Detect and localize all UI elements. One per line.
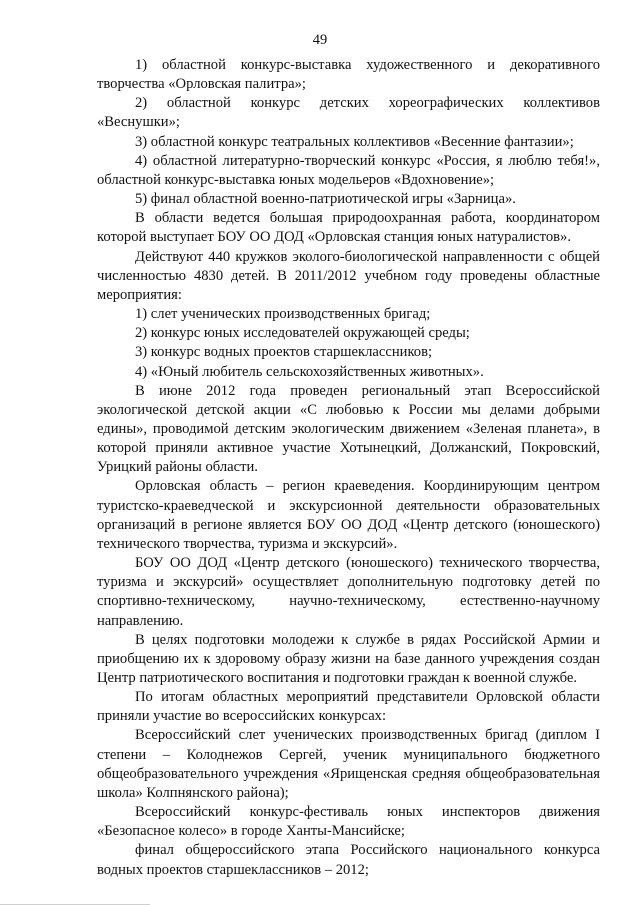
paragraph-list-item: 4) областной литературно-творческий конкурс «Россия, я люблю тебя!», областной конкурс-выставка юных модельеров «Вдохновение»; <box>97 152 600 188</box>
paragraph: Всероссийский слет ученических производственных бригад (диплом I степени – Колоднежов Сергей, ученик муниципального бюджетного общеобразовательного учреждения «Ярищенская средняя общеобразовательная школа» Колпнянского района); <box>97 727 600 801</box>
paragraph: Орловская область – регион краеведения. Координирующим центром туристско-краеведческой и экскурсионной деятельности образовательных организаций в регионе является БОУ ОО ДОД «Центр детского (юношеского) технического творчества, туризма и экскурсий». <box>97 478 600 552</box>
page-number: 49 <box>312 32 328 48</box>
paragraph: В области ведется большая природоохранная работа, координатором которой выступает БОУ ОО ДОД «Орловская станция юных натуралистов». <box>97 210 600 246</box>
paragraph-list-item: 1) слет ученических производственных бригад; <box>135 306 431 323</box>
body-text <box>97 56 600 880</box>
paragraph: В целях подготовки молодежи к службе в рядах Российской Армии и приобщению их к здоровому образу жизни на базе данного учреждения создан Центр патриотического воспитания и подготовки граждан к военной службе. <box>97 631 600 686</box>
paragraph-list-item: 3) областной конкурс театральных коллективов «Весенние фантазии»; <box>135 133 574 150</box>
paragraph-list-item: 5) финал областной военно-патриотической игры «Зарница». <box>135 191 516 208</box>
paragraph-list-item: 2) конкурс юных исследователей окружающей среды; <box>135 325 470 342</box>
paragraph: Всероссийский конкурс-фестиваль юных инспекторов движения «Безопасное колесо» в городе Ханты-Мансийске; <box>97 804 600 840</box>
paragraph: В июне 2012 года проведен региональный этап Всероссийской экологической детской акции «С любовью к России мы делами добрыми едины», проводимой детским экологическим движением «Зеленая планета», в которой приняли активное участие Хотынецкий, Должанский, Покровский, Урицкий районы области. <box>97 382 600 476</box>
paragraph-list-item: 1) областной конкурс-выставка художественного и декоративного творчества «Орловская палитра»; <box>97 57 600 93</box>
paragraph-list-item: 4) «Юный любитель сельскохозяйственных животных». <box>135 363 484 380</box>
paragraph: По итогам областных мероприятий представители Орловской области приняли участие во всероссийских конкурсах: <box>97 689 600 725</box>
paragraph-list-item: 2) областной конкурс детских хореографических коллективов «Веснушки»; <box>97 95 600 131</box>
paragraph: БОУ ОО ДОД «Центр детского (юношеского) технического творчества, туризма и экскурсий» осуществляет дополнительную подготовку детей по спортивно-техническому, научно-техническому, естественно-научному направлению. <box>97 555 600 629</box>
paragraph: финал общероссийского этапа Российского национального конкурса водных проектов старшеклассников – 2012; <box>97 842 600 878</box>
paragraph-list-item: 3) конкурс водных проектов старшеклассников; <box>135 344 433 361</box>
paragraph: Действуют 440 кружков эколого-биологической направленности с общей численностью 4830 детей. В 2011/2012 учебном году проведены областные мероприятия: <box>97 248 600 303</box>
